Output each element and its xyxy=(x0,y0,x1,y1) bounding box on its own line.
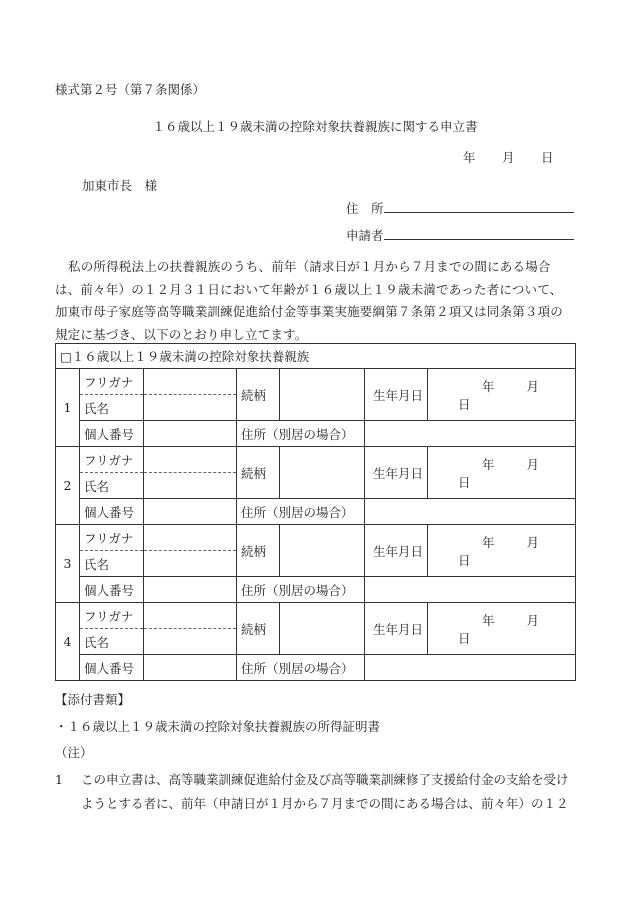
relationship-input[interactable] xyxy=(280,525,365,577)
furigana-input[interactable] xyxy=(144,369,237,395)
applicant-label: 申請者 xyxy=(346,228,384,243)
relationship-label: 続柄 xyxy=(237,603,280,655)
address-label: 住所（別居の場合） xyxy=(237,499,365,525)
dob-year-label: 年 xyxy=(482,612,495,628)
name-input[interactable] xyxy=(144,551,237,577)
notes-heading: （注） xyxy=(55,745,93,760)
dob-month-label: 月 xyxy=(526,378,540,394)
address-label: 住所（別居の場合） xyxy=(237,577,365,603)
individual-number-label: 個人番号 xyxy=(80,577,144,603)
form-number: 様式第２号（第７条関係） xyxy=(55,82,206,97)
address-input[interactable] xyxy=(365,421,576,447)
furigana-input[interactable] xyxy=(144,525,237,551)
note-text: この申立書は、高等職業訓練促進給付金及び高等職業訓練修了支援給付金の支給を受けようとする者に、前年（申請日が１月から７月までの間にある場合は、前々年）の１２ xyxy=(81,772,569,811)
address-input[interactable] xyxy=(365,655,576,681)
dob-input[interactable] xyxy=(428,369,576,421)
dependent-number: 1 xyxy=(56,369,80,447)
dob-year-label: 年 xyxy=(482,534,495,550)
dob-label: 生年月日 xyxy=(365,447,428,499)
date-month-label: 月 xyxy=(502,150,515,165)
dependent-number: 3 xyxy=(56,525,80,603)
dob-label: 生年月日 xyxy=(365,369,428,421)
dob-day-label: 日 xyxy=(458,630,471,646)
declaration-paragraph xyxy=(55,256,575,346)
address-field[interactable] xyxy=(384,198,574,213)
name-label: 氏名 xyxy=(80,629,144,655)
furigana-label: フリガナ xyxy=(80,369,144,395)
address-label: 住 所 xyxy=(346,201,384,216)
furigana-label: フリガナ xyxy=(80,447,144,473)
name-label: 氏名 xyxy=(80,395,144,421)
dob-day-label: 日 xyxy=(458,552,471,568)
declaration-text: 私の所得税法上の扶養親族のうち、前年（請求日が１月から７月までの間にある場合は、前々年）の１２月３１日において年齢が１６歳以上１９歳未満であった者について、加東市母子家庭等高等職業訓練促進給付金等事業実施要綱第７条第２項又は同条第３項の規定に基づき、以下のとおり申し立てます。 xyxy=(55,259,564,342)
name-input[interactable] xyxy=(144,473,237,499)
attachments-heading: 【添付書類】 xyxy=(55,692,131,707)
name-label: 氏名 xyxy=(80,551,144,577)
dob-month-label: 月 xyxy=(526,534,540,550)
dob-year-label: 年 xyxy=(482,456,495,472)
name-input[interactable] xyxy=(144,395,237,421)
address-label: 住所（別居の場合） xyxy=(237,421,365,447)
relationship-input[interactable] xyxy=(280,603,365,655)
dependents-table xyxy=(55,343,576,681)
individual-number-input[interactable] xyxy=(144,577,237,603)
relationship-input[interactable] xyxy=(280,447,365,499)
individual-number-label: 個人番号 xyxy=(80,499,144,525)
furigana-label: フリガナ xyxy=(80,603,144,629)
address-input[interactable] xyxy=(365,499,576,525)
relationship-label: 続柄 xyxy=(237,525,280,577)
individual-number-label: 個人番号 xyxy=(80,421,144,447)
dob-input[interactable] xyxy=(428,447,576,499)
date-day-label: 日 xyxy=(541,150,554,165)
address-input[interactable] xyxy=(365,577,576,603)
furigana-label: フリガナ xyxy=(80,525,144,551)
attachments-item: ・１６歳以上１９歳未満の控除対象扶養親族の所得証明書 xyxy=(55,719,381,734)
dob-month-label: 月 xyxy=(526,456,540,472)
addressee: 加東市長 様 xyxy=(82,178,158,193)
dependent-number: 4 xyxy=(56,603,80,681)
section-title: □１６歳以上１９歳未満の控除対象扶養親族 xyxy=(56,344,576,369)
dob-input[interactable] xyxy=(428,525,576,577)
date-year-label: 年 xyxy=(463,150,476,165)
relationship-label: 続柄 xyxy=(237,369,280,421)
dob-day-label: 日 xyxy=(458,396,471,412)
note-number: 1 xyxy=(55,772,63,787)
dob-year-label: 年 xyxy=(482,378,495,394)
name-input[interactable] xyxy=(144,629,237,655)
date-line xyxy=(0,148,630,164)
furigana-input[interactable] xyxy=(144,447,237,473)
furigana-input[interactable] xyxy=(144,603,237,629)
relationship-label: 続柄 xyxy=(237,447,280,499)
dob-month-label: 月 xyxy=(526,612,540,628)
relationship-input[interactable] xyxy=(280,369,365,421)
dob-label: 生年月日 xyxy=(365,525,428,577)
individual-number-input[interactable] xyxy=(144,655,237,681)
applicant-field[interactable] xyxy=(384,225,574,240)
dob-day-label: 日 xyxy=(458,474,471,490)
dependent-number: 2 xyxy=(56,447,80,525)
dob-label: 生年月日 xyxy=(365,603,428,655)
individual-number-label: 個人番号 xyxy=(80,655,144,681)
name-label: 氏名 xyxy=(80,473,144,499)
document-title: １６歳以上１９歳未満の控除対象扶養親族に関する申立書 xyxy=(152,119,478,134)
individual-number-input[interactable] xyxy=(144,499,237,525)
individual-number-input[interactable] xyxy=(144,421,237,447)
address-label: 住所（別居の場合） xyxy=(237,655,365,681)
dob-input[interactable] xyxy=(428,603,576,655)
